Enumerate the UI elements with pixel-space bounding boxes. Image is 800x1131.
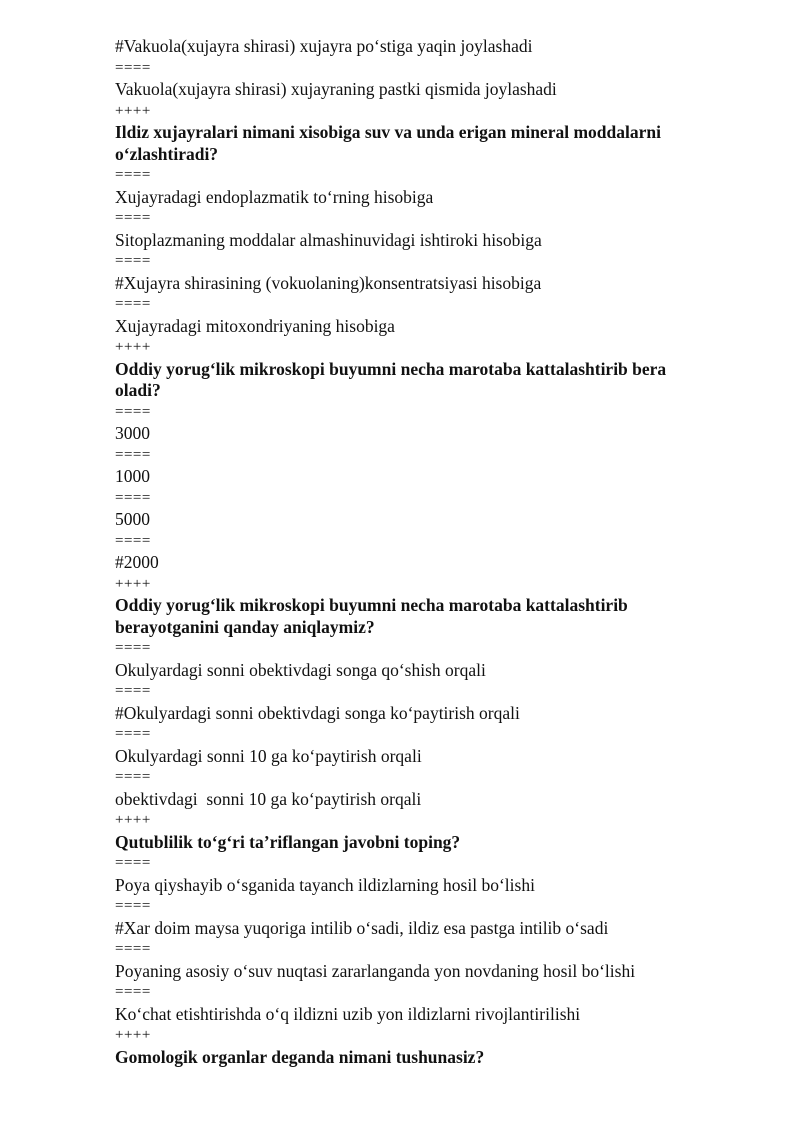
separator-line: ==== [115,489,151,506]
separator-line: ++++ [115,1027,151,1043]
separator-line: ++++ [115,575,151,592]
question-text: Oddiy yorug‘lik mikroskopi buyumni necha marotaba kattalashtirib berayotganini qanday aniqlaymiz? [115,595,633,637]
answer-option: Poyaning asosiy o‘suv nuqtasi zararlanganda yon novdaning hosil bo‘lishi [115,960,636,981]
separator-line: ==== [115,210,151,226]
answer-option: #2000 [115,552,159,572]
answer-option: #Xar doim maysa yuqoriga intilib o‘sadi, ildiz esa pastga intilib o‘sadi [115,917,609,938]
separator-line: ==== [115,403,151,420]
question-text: Ildiz xujayralari nimani xisobiga suv va unda erigan mineral moddalarni o‘zlashtiradi? [115,122,666,164]
separator-line: ==== [115,855,151,871]
answer-option: Okulyardagi sonni 10 ga ko‘paytirish orqali [115,745,422,766]
separator-line: ==== [115,532,151,549]
answer-option: obektivdagi sonni 10 ga ko‘paytirish orqali [115,788,422,809]
answer-option: Sitoplazmaning moddalar almashinuvidagi ishtiroki hisobiga [115,229,542,250]
separator-line: ==== [115,984,151,1000]
answer-option: #Vakuola(xujayra shirasi) xujayra po‘stiga yaqin joylashadi [115,36,533,56]
question-text: Qutublilik to‘g‘ri ta’riflangan javobni toping? [115,831,461,852]
document-page [115,36,715,1068]
separator-line: ==== [115,59,151,76]
separator-line: ==== [115,296,151,312]
separator-line: ++++ [115,339,151,355]
separator-line: ==== [115,446,151,463]
answer-option: Xujayradagi mitoxondriyaning hisobiga [115,315,395,336]
answer-option: Xujayradagi endoplazmatik to‘rning hisobiga [115,186,434,207]
answer-option: Poya qiyshayib o‘sganida tayanch ildizlarning hosil bo‘lishi [115,874,535,895]
answer-option: Ko‘chat etishtirishda o‘q ildizni uzib yon ildizlarni rivojlantirilishi [115,1003,581,1024]
separator-line: ==== [115,941,151,957]
separator-line: ==== [115,640,151,656]
separator-line: ==== [115,726,151,742]
answer-option: #Okulyardagi sonni obektivdagi songa ko‘paytirish orqali [115,702,520,723]
answer-option: #Xujayra shirasining (vokuolaning)konsentratsiyasi hisobiga [115,272,542,293]
answer-option: 5000 [115,509,150,529]
answer-option: 3000 [115,423,150,443]
answer-option: 1000 [115,466,150,486]
separator-line: ==== [115,167,151,183]
separator-line: ==== [115,898,151,914]
separator-line: ++++ [115,102,151,119]
separator-line: ++++ [115,812,151,828]
separator-line: ==== [115,769,151,785]
question-text: Oddiy yorug‘lik mikroskopi buyumni necha marotaba kattalashtirib bera oladi? [115,358,671,400]
separator-line: ==== [115,253,151,269]
separator-line: ==== [115,683,151,699]
answer-option: Okulyardagi sonni obektivdagi songa qo‘shish orqali [115,659,486,680]
answer-option: Vakuola(xujayra shirasi) xujayraning pastki qismida joylashadi [115,79,557,99]
question-text: Gomologik organlar deganda nimani tushunasiz? [115,1046,485,1067]
